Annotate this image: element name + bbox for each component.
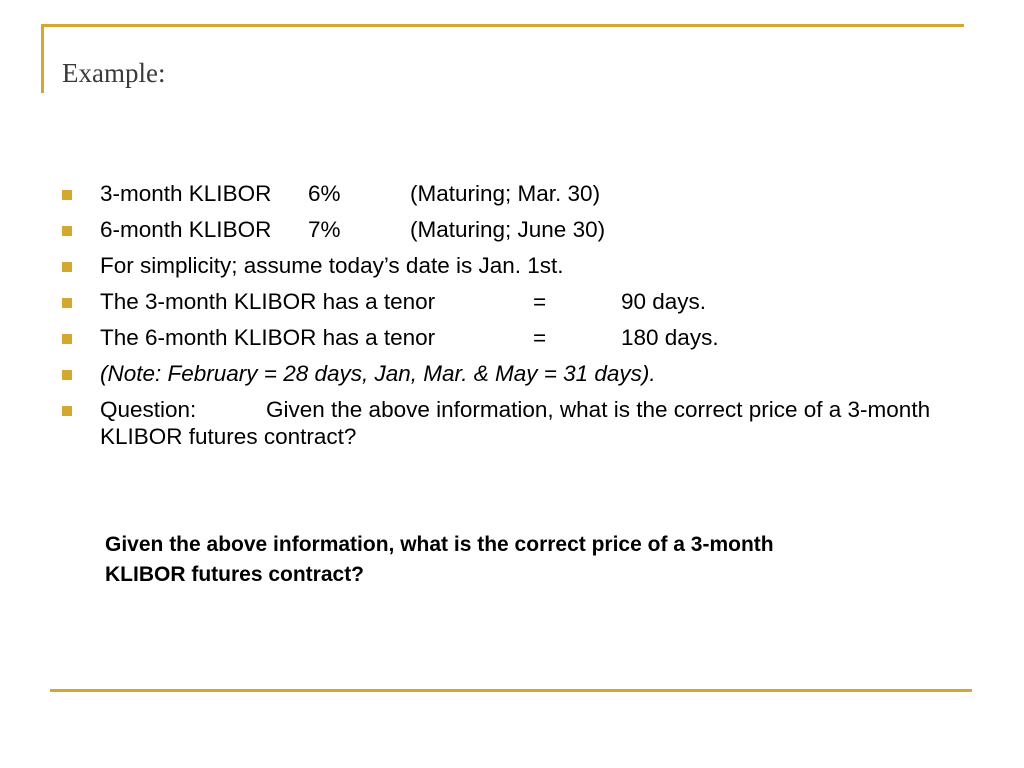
bullet-text: For simplicity; assume today’s date is Jan. 1st. — [100, 253, 564, 278]
bullet-list — [62, 176, 992, 450]
rate-name: 3-month KLIBOR — [100, 181, 272, 206]
square-bullet-icon — [62, 334, 72, 344]
square-bullet-icon — [62, 406, 72, 416]
equals-sign: = — [533, 325, 547, 350]
callout-question: Given the above information, what is the correct price of a 3-month KLIBOR futures contract? — [105, 533, 774, 586]
bullet-item — [62, 320, 992, 356]
bullet-item — [62, 356, 992, 392]
rate-value: 6% — [308, 181, 341, 206]
slide-title: Example: — [62, 58, 166, 88]
bullet-item — [62, 176, 992, 212]
question-text: Given the above information, what is the correct price of a 3-month KLIBOR futures contract? — [100, 397, 931, 449]
rate-value: 7% — [308, 217, 341, 242]
top-accent-line — [41, 24, 964, 27]
question-label: Question: — [100, 397, 197, 422]
tenor-label: The 3-month KLIBOR has a tenor — [100, 289, 436, 314]
rate-name: 6-month KLIBOR — [100, 217, 272, 242]
equals-sign: = — [533, 289, 547, 314]
tenor-value: 180 days. — [621, 325, 719, 350]
bullet-item — [62, 392, 992, 450]
bullet-item — [62, 248, 992, 284]
maturity-note: (Maturing; June 30) — [410, 217, 606, 242]
square-bullet-icon — [62, 298, 72, 308]
tenor-value: 90 days. — [621, 289, 707, 314]
square-bullet-icon — [62, 262, 72, 272]
bottom-accent-line — [50, 689, 972, 692]
note-text: (Note: February = 28 days, Jan, Mar. & May = 31 days). — [100, 361, 656, 386]
square-bullet-icon — [62, 190, 72, 200]
bullet-item — [62, 212, 992, 248]
left-accent-line — [41, 25, 44, 93]
square-bullet-icon — [62, 370, 72, 380]
square-bullet-icon — [62, 226, 72, 236]
tenor-label: The 6-month KLIBOR has a tenor — [100, 325, 436, 350]
bullet-item — [62, 284, 992, 320]
maturity-note: (Maturing; Mar. 30) — [410, 181, 601, 206]
